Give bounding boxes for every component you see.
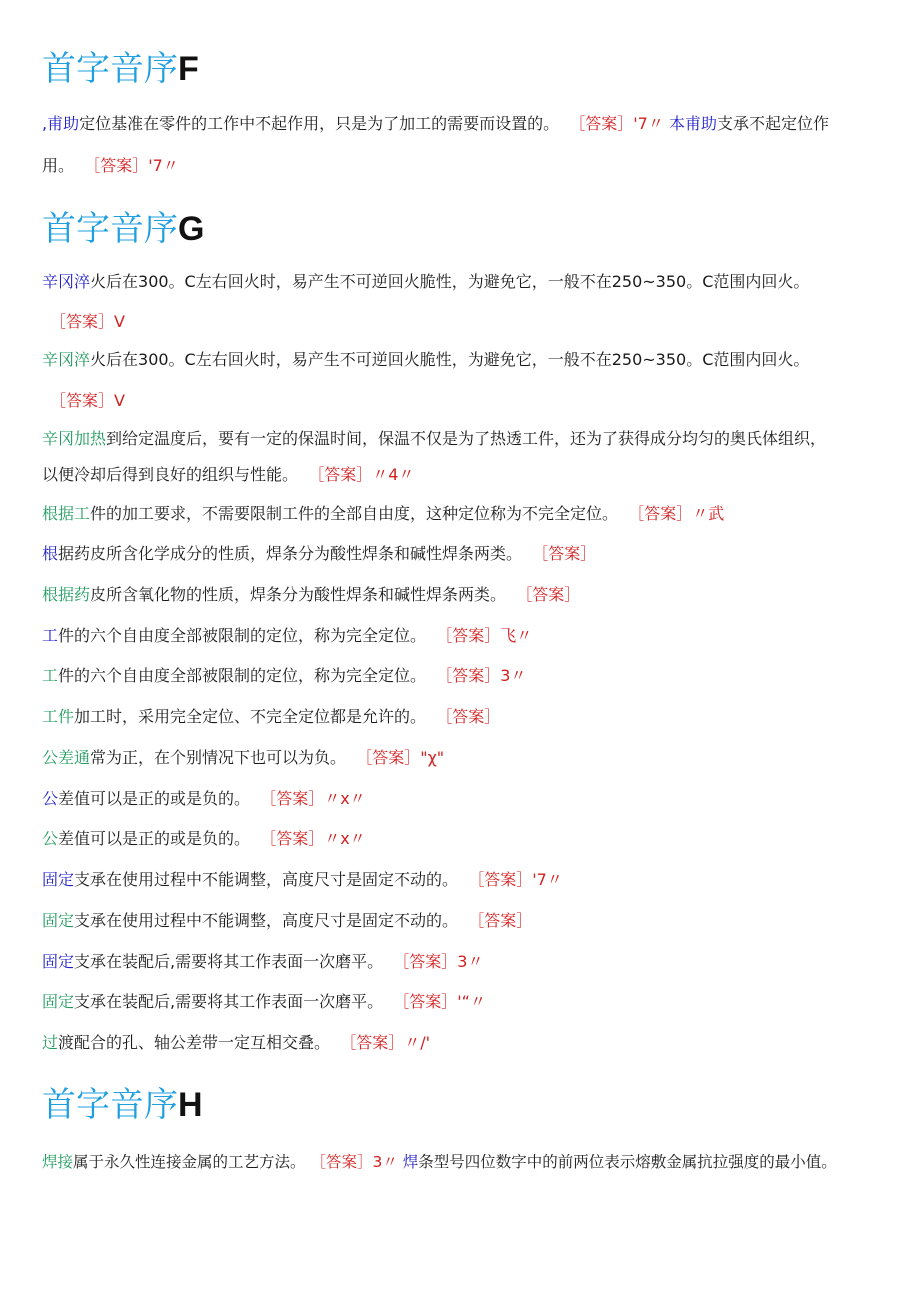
- entry-text: 差值可以是正的或是负的。: [58, 789, 251, 808]
- entry-line: [42, 1152, 837, 1172]
- answer-label: ［答案］: [436, 707, 501, 726]
- entry-line: [42, 789, 366, 809]
- answer-label: ［答案］3〃: [393, 952, 484, 971]
- entry-line: [42, 952, 483, 972]
- entry-text: 火后在300。C左右回火时，易产生不可逆回火脆性，为避免它，一般不在250~350。C范围内回火。: [90, 272, 810, 291]
- entry-line: [42, 350, 809, 370]
- entry-lead: 工件: [42, 707, 75, 726]
- entry-text: 差值可以是正的或是负的。: [58, 829, 251, 848]
- entry-text: 用。: [42, 156, 75, 175]
- entry-line: [42, 748, 444, 768]
- entry-text: 到给定温度后，要有一定的保温时间，保温不仅是为了热透工件，还为了获得成分均匀的奥氏体组织，: [106, 429, 827, 448]
- answer-label: ［答案］: [468, 911, 533, 930]
- answer-label: ［答案］'7〃: [84, 156, 179, 175]
- entry-text: 件的六个自由度全部被限制的定位，称为完全定位。: [58, 666, 427, 685]
- entry-lead: 工: [42, 666, 59, 685]
- entry-line: [42, 707, 500, 727]
- entry-text: 件的加工要求，不需要限制工件的全部自由度，这种定位称为不完全定位。: [90, 504, 619, 523]
- answer-label: ［答案］: [516, 585, 581, 604]
- answer-label: ［答案］V: [50, 391, 125, 410]
- entry-line: [42, 429, 826, 449]
- section-heading-g: 首字音序G: [42, 209, 205, 249]
- answer-label: ［答案］'“〃: [393, 992, 486, 1011]
- entry-text: 常为正，在个别情况下也可以为负。: [90, 748, 347, 767]
- answer-label: ［答案］〃x〃: [260, 789, 366, 808]
- answer-label: ［答案］飞〃: [436, 626, 533, 645]
- entry-line: [42, 504, 724, 524]
- entry-line: [42, 585, 580, 605]
- entry-lead: 根据药: [42, 585, 91, 604]
- answer-label: ［答案］: [532, 544, 597, 563]
- entry-text: 加工时，采用完全定位、不完全定位都是允许的。: [74, 707, 427, 726]
- entry-lead: 公: [42, 789, 59, 808]
- entry-line: [42, 156, 179, 176]
- entry-line: [42, 626, 532, 646]
- entry-lead: 辛冈加热: [42, 429, 107, 448]
- entry-text: 渡配合的孔、轴公差带一定互相交叠。: [58, 1033, 331, 1052]
- answer-label: ［答案］'7〃: [468, 870, 563, 889]
- entry-text: 据药皮所含化学成分的性质，焊条分为酸性焊条和碱性焊条两类。: [58, 544, 523, 563]
- entry-lead: 焊接: [42, 1153, 74, 1171]
- entry-line: [42, 911, 532, 931]
- entry-text: 属于永久性连接金属的工艺方法。: [73, 1153, 306, 1171]
- entry-text: 定位基准在零件的工作中不起作用，只是为了加工的需要而设置的。: [79, 114, 560, 133]
- entry-lead: 焊: [402, 1153, 419, 1171]
- entry-line: [50, 391, 125, 411]
- entry-lead: ,甫助: [42, 114, 80, 133]
- entry-text: 支承在使用过程中不能调整，高度尺寸是固定不动的。: [74, 870, 459, 889]
- entry-text: 支承在装配后,需要将其工作表面一次磨平。: [74, 952, 384, 971]
- entry-text: 皮所含氧化物的性质，焊条分为酸性焊条和碱性焊条两类。: [90, 585, 507, 604]
- entry-lead: 公差通: [42, 748, 91, 767]
- entry-lead: 本甫助: [668, 114, 717, 133]
- entry-lead: 固定: [42, 952, 75, 971]
- entry-lead: 过: [42, 1033, 59, 1052]
- answer-label: ［答案］〃x〃: [260, 829, 366, 848]
- entry-lead: 固定: [42, 911, 75, 930]
- entry-line: [50, 312, 125, 332]
- entry-text: 支承在装配后,需要将其工作表面一次磨平。: [74, 992, 384, 1011]
- entry-lead: 根据工: [42, 504, 91, 523]
- answer-label: ［答案］〃武: [628, 504, 725, 523]
- answer-label: ［答案］〃4〃: [308, 465, 415, 484]
- entry-text: 条型号四位数字中的前两位表示熔敷金属抗拉强度的最小值。: [418, 1153, 837, 1171]
- entry-lead: 辛冈淬: [42, 272, 91, 291]
- entry-line: [42, 870, 563, 890]
- entry-text: 件的六个自由度全部被限制的定位，称为完全定位。: [58, 626, 427, 645]
- entry-line: [42, 114, 829, 134]
- entry-line: [42, 272, 809, 292]
- entry-lead: 公: [42, 829, 59, 848]
- answer-label: ［答案］〃/': [340, 1033, 430, 1052]
- section-heading-h: 首字音序H: [42, 1085, 203, 1125]
- entry-lead: 固定: [42, 992, 75, 1011]
- entry-line: [42, 1033, 430, 1053]
- entry-text: 支承不起定位作: [716, 114, 829, 133]
- entry-text: 火后在300。C左右回火时，易产生不可逆回火脆性，为避免它，一般不在250~350。C范围内回火。: [90, 350, 810, 369]
- entry-line: [42, 992, 486, 1012]
- entry-line: [42, 465, 414, 485]
- section-heading-f: 首字音序F: [42, 49, 199, 89]
- entry-text: 以便冷却后得到良好的组织与性能。: [42, 465, 299, 484]
- entry-line: [42, 829, 366, 849]
- answer-label: ［答案］3〃: [436, 666, 527, 685]
- entry-line: [42, 544, 596, 564]
- answer-label: ［答案］3〃: [310, 1153, 398, 1171]
- entry-lead: 辛冈淬: [42, 350, 91, 369]
- answer-label: ［答案］"χ": [356, 748, 445, 767]
- entry-lead: 工: [42, 626, 59, 645]
- answer-label: ［答案］'7〃: [569, 114, 664, 133]
- entry-lead: 根: [42, 544, 59, 563]
- answer-label: ［答案］V: [50, 312, 125, 331]
- entry-line: [42, 666, 526, 686]
- entry-text: 支承在使用过程中不能调整，高度尺寸是固定不动的。: [74, 911, 459, 930]
- entry-lead: 固定: [42, 870, 75, 889]
